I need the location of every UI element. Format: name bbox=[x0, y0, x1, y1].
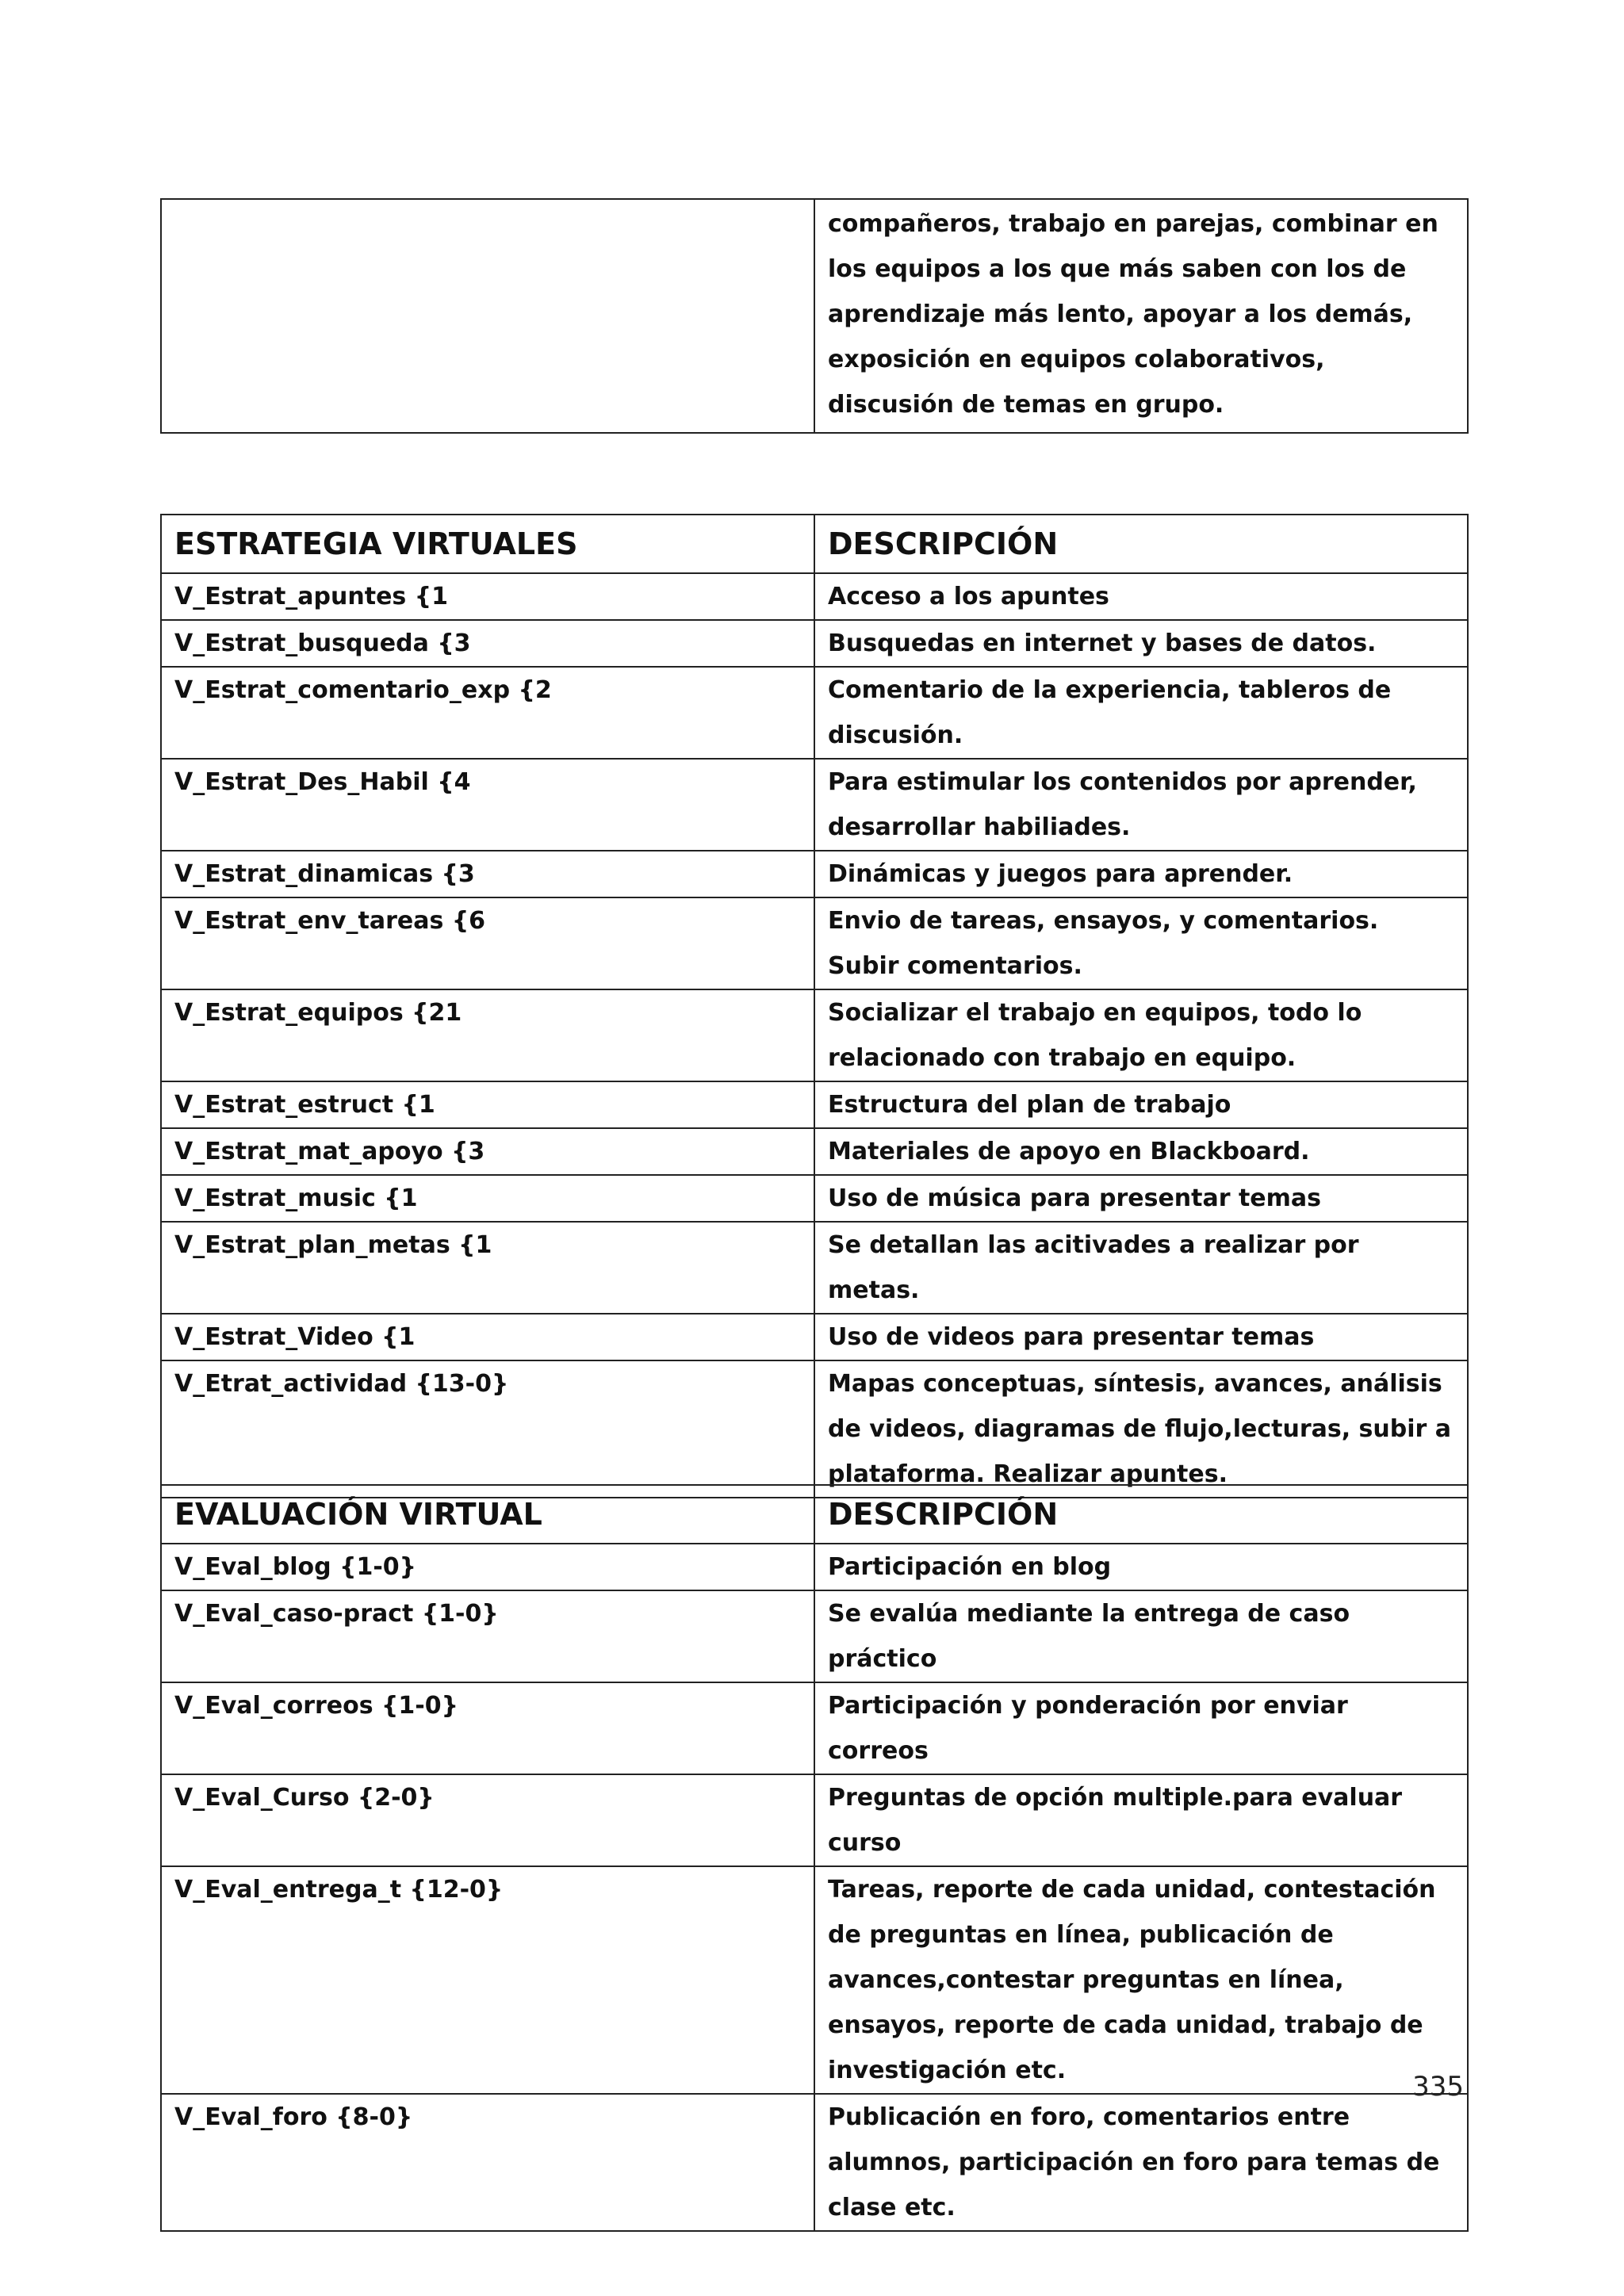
description-cell: Busquedas en internet y bases de datos. bbox=[814, 620, 1468, 667]
code-cell: V_Estrat_equipos {21 bbox=[161, 989, 814, 1081]
table-row bbox=[161, 1590, 1468, 1682]
table-row bbox=[161, 199, 1468, 433]
code-cell: V_Eval_caso-pract {1-0} bbox=[161, 1590, 814, 1682]
continuation-table bbox=[160, 198, 1469, 434]
code-cell: V_Eval_entrega_t {12-0} bbox=[161, 1866, 814, 2094]
description-cell: Participación en blog bbox=[814, 1544, 1468, 1590]
page-number: 335 bbox=[1412, 2071, 1464, 2103]
description-cell: Preguntas de opción multiple.para evaluar curso bbox=[814, 1774, 1468, 1866]
virtual-strategies-table bbox=[160, 514, 1469, 1498]
description-cell: Comentario de la experiencia, tableros de discusión. bbox=[814, 667, 1468, 759]
table-header-row bbox=[161, 1485, 1468, 1544]
description-cell: Estructura del plan de trabajo bbox=[814, 1081, 1468, 1128]
code-cell: V_Eval_foro {8-0} bbox=[161, 2094, 814, 2231]
code-cell: V_Etrat_actividad {13-0} bbox=[161, 1360, 814, 1498]
code-cell: V_Estrat_apuntes {1 bbox=[161, 573, 814, 620]
description-cell: Para estimular los contenidos por aprender, desarrollar habiliades. bbox=[814, 759, 1468, 851]
header-strategies: ESTRATEGIA VIRTUALES bbox=[161, 515, 814, 573]
code-cell: V_Estrat_busqueda {3 bbox=[161, 620, 814, 667]
table-row bbox=[161, 759, 1468, 851]
description-cell: Participación y ponderación por enviar correos bbox=[814, 1682, 1468, 1774]
table-row bbox=[161, 1774, 1468, 1866]
description-cell: Se evalúa mediante la entrega de caso práctico bbox=[814, 1590, 1468, 1682]
code-cell: V_Estrat_comentario_exp {2 bbox=[161, 667, 814, 759]
header-description: DESCRIPCIÓN bbox=[814, 1485, 1468, 1544]
table-row bbox=[161, 851, 1468, 897]
header-evaluation: EVALUACIÓN VIRTUAL bbox=[161, 1485, 814, 1544]
description-cell: Envio de tareas, ensayos, y comentarios. Subir comentarios. bbox=[814, 897, 1468, 989]
code-cell: V_Estrat_mat_apoyo {3 bbox=[161, 1128, 814, 1175]
description-cell: Publicación en foro, comentarios entre alumnos, participación en foro para temas de clase etc. bbox=[814, 2094, 1468, 2231]
left-cell bbox=[161, 199, 814, 433]
table-header-row bbox=[161, 515, 1468, 573]
table-row bbox=[161, 1360, 1468, 1498]
table-row bbox=[161, 667, 1468, 759]
table-row bbox=[161, 1128, 1468, 1175]
table-row bbox=[161, 2094, 1468, 2231]
description-cell: Materiales de apoyo en Blackboard. bbox=[814, 1128, 1468, 1175]
code-cell: V_Estrat_dinamicas {3 bbox=[161, 851, 814, 897]
table-row bbox=[161, 1175, 1468, 1222]
description-cell: compañeros, trabajo en parejas, combinar en los equipos a los que más saben con los de aprendizaje más lento, apoyar a los demás, exposición en equipos colaborativos, discusión de temas en grupo. bbox=[814, 199, 1468, 433]
description-cell: Acceso a los apuntes bbox=[814, 573, 1468, 620]
code-cell: V_Eval_Curso {2-0} bbox=[161, 1774, 814, 1866]
virtual-evaluation-table bbox=[160, 1484, 1469, 2232]
code-cell: V_Estrat_music {1 bbox=[161, 1175, 814, 1222]
code-cell: V_Eval_blog {1-0} bbox=[161, 1544, 814, 1590]
description-cell: Uso de música para presentar temas bbox=[814, 1175, 1468, 1222]
header-description: DESCRIPCIÓN bbox=[814, 515, 1468, 573]
code-cell: V_Estrat_estruct {1 bbox=[161, 1081, 814, 1128]
table-row bbox=[161, 1081, 1468, 1128]
table-row bbox=[161, 573, 1468, 620]
table-row bbox=[161, 1544, 1468, 1590]
code-cell: V_Estrat_plan_metas {1 bbox=[161, 1222, 814, 1314]
table-row bbox=[161, 1682, 1468, 1774]
code-cell: V_Eval_correos {1-0} bbox=[161, 1682, 814, 1774]
description-cell: Se detallan las acitivades a realizar por metas. bbox=[814, 1222, 1468, 1314]
description-cell: Tareas, reporte de cada unidad, contestación de preguntas en línea, publicación de avances,contestar preguntas en línea, ensayos, reporte de cada unidad, trabajo de investigación etc. bbox=[814, 1866, 1468, 2094]
code-cell: V_Estrat_env_tareas {6 bbox=[161, 897, 814, 989]
table-row bbox=[161, 989, 1468, 1081]
description-cell: Mapas conceptuas, síntesis, avances, análisis de videos, diagramas de flujo,lecturas, subir a plataforma. Realizar apuntes. bbox=[814, 1360, 1468, 1498]
table-row bbox=[161, 897, 1468, 989]
code-cell: V_Estrat_Video {1 bbox=[161, 1314, 814, 1360]
description-cell: Dinámicas y juegos para aprender. bbox=[814, 851, 1468, 897]
description-cell: Socializar el trabajo en equipos, todo lo relacionado con trabajo en equipo. bbox=[814, 989, 1468, 1081]
table-row bbox=[161, 1866, 1468, 2094]
code-cell: V_Estrat_Des_Habil {4 bbox=[161, 759, 814, 851]
table-row bbox=[161, 1222, 1468, 1314]
description-cell: Uso de videos para presentar temas bbox=[814, 1314, 1468, 1360]
table-row bbox=[161, 1314, 1468, 1360]
table-row bbox=[161, 620, 1468, 667]
